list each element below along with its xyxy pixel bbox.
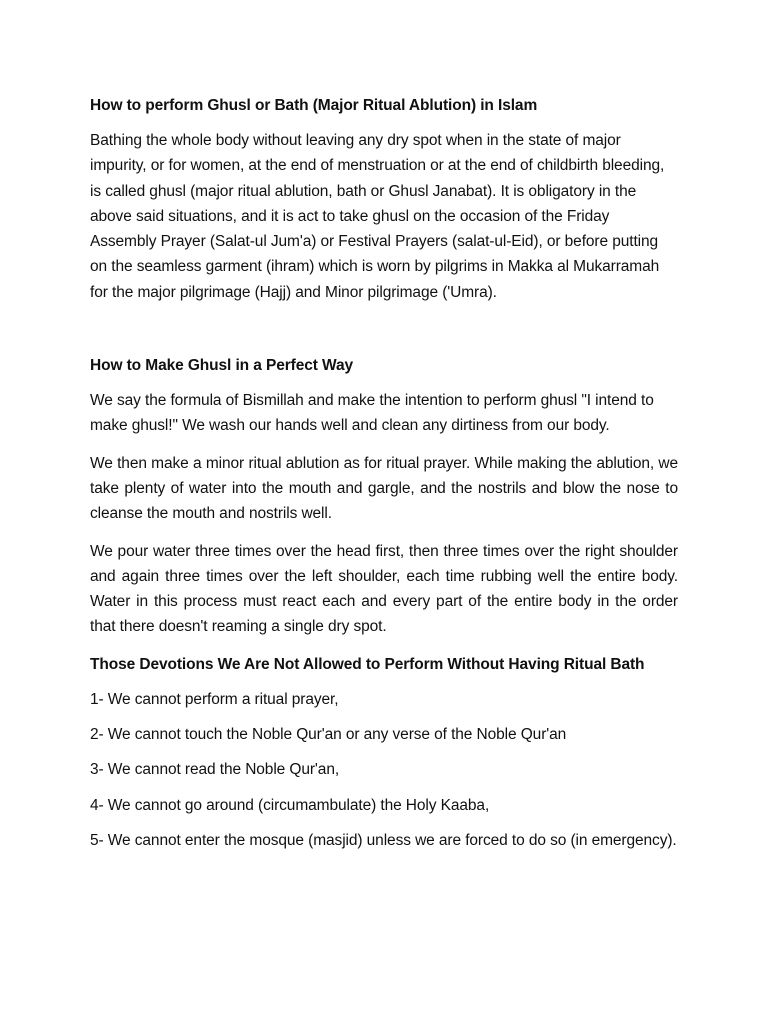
paragraph-bismillah: We say the formula of Bismillah and make the intention to perform ghusl "I intend to make ghusl!" We wash our hands well and clean any dirtiness from our body. — [90, 392, 654, 435]
section-heading-ghusl: How to perform Ghusl or Bath (Major Ritual Ablution) in Islam — [90, 97, 538, 114]
list-item: 1- We cannot perform a ritual prayer, — [90, 690, 339, 708]
document-page — [90, 93, 678, 863]
paragraph-ghusl-intro: Bathing the whole body without leaving any dry spot when in the state of major impurity, or for women, at the end of menstruation or at the end of childbirth bleeding, is called ghusl (major ritual ablution, bath or Ghusl Janabat). It is obligatory in the above said situations, and it is act to take ghusl on the occasion of the Friday Assembly Prayer (Salat-ul Jum'a) or Festival Prayers (salat-ul-Eid), or before putting on the seamless garment (ihram) which is worn by pilgrims in Makka al Mukarramah for the major pilgrimage (Hajj) and Minor pilgrimage ('Umra). — [90, 132, 665, 301]
spacer — [90, 317, 678, 353]
list-item: 3- We cannot read the Noble Qur'an, — [90, 761, 340, 779]
list-item: 2- We cannot touch the Noble Qur'an or any verse of the Noble Qur'an — [90, 726, 567, 744]
section-heading-devotions: Those Devotions We Are Not Allowed to Perform Without Having Ritual Bath — [90, 655, 645, 673]
section-heading-perfect-way: How to Make Ghusl in a Perfect Way — [90, 357, 354, 375]
list-item: 4- We cannot go around (circumambulate) the Holy Kaaba, — [90, 796, 490, 814]
paragraph-pour-water: We pour water three times over the head first, then three times over the right shoulder and again three times over the left shoulder, each time rubbing well the entire body. Water in this process must react each and every part of the entire body in the order that there doesn't reaming a single dry spot. — [90, 542, 678, 636]
paragraph-minor-ablution: We then make a minor ritual ablution as for ritual prayer. While making the ablution, we take plenty of water into the mouth and gargle, and the nostrils and blow the nose to cleanse the mouth and nostrils well. — [90, 454, 678, 523]
list-item: 5- We cannot enter the mosque (masjid) unless we are forced to do so (in emergency). — [90, 831, 677, 849]
